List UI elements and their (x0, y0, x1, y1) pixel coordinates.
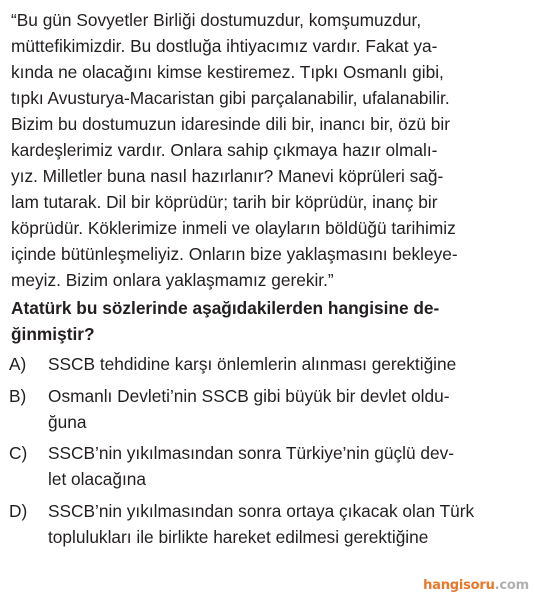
option-letter: C) (9, 443, 28, 463)
watermark-domain: .com (494, 578, 529, 593)
option-text: SSCB’nin yıkılmasından sonra ortaya çıkacak olan Türk (48, 501, 475, 521)
quote-line: meyiz. Bizim onlara yaklaşmamız gerekir.” (11, 270, 334, 290)
question-line: Atatürk bu sözlerinde aşağıdakilerden hangisine de- (11, 298, 440, 318)
option-letter: A) (9, 354, 27, 374)
option-letter: D) (9, 501, 28, 521)
watermark-name: hangisoru (423, 578, 495, 593)
option-text: ğuna (48, 412, 87, 432)
option-text: toplulukları ile birlikte hareket edilmesi gerektiğine (48, 527, 429, 547)
option-text: SSCB’nin yıkılmasından sonra Türkiye’nin güçlü dev- (48, 443, 454, 463)
quote-line: kında ne olacağını kimse kestiremez. Tıpkı Osmanlı gibi, (11, 62, 444, 82)
quote-line: kardeşlerimiz vardır. Onlara sahip çıkmaya hazır olmalı- (11, 140, 438, 160)
quote-line: müttefikimizdir. Bu dostluğa ihtiyacımız vardır. Fakat ya- (11, 36, 438, 56)
quote-line: Bizim bu dostumuzun idaresinde dili bir, inancı bir, özü bir (11, 114, 450, 134)
quote-line: yız. Milletler buna nasıl hazırlanır? Manevi köprüleri sağ- (11, 166, 444, 186)
option-text: Osmanlı Devleti’nin SSCB gibi büyük bir devlet oldu- (48, 386, 450, 406)
quote-line: lam tutarak. Dil bir köprüdür; tarih bir köprüdür, inanç bir (11, 192, 438, 212)
quote-line: tıpkı Avusturya-Macaristan gibi parçalanabilir, ufalanabilir. (11, 88, 450, 108)
option-text: let olacağına (48, 469, 147, 489)
question-line: ğinmiştir? (11, 324, 95, 344)
option-text: SSCB tehdidine karşı önlemlerin alınması gerektiğine (48, 354, 457, 374)
quote-line: içinde bütünleşmeliyiz. Onların bize yaklaşmasını bekleye- (11, 244, 458, 264)
quote-line: köprüdür. Köklerimize inmeli ve olayların böldüğü tarihimiz (11, 218, 456, 238)
quote-line: “Bu gün Sovyetler Birliği dostumuzdur, komşumuzdur, (11, 10, 422, 30)
option-letter: B) (9, 386, 27, 406)
site-watermark (423, 577, 529, 595)
